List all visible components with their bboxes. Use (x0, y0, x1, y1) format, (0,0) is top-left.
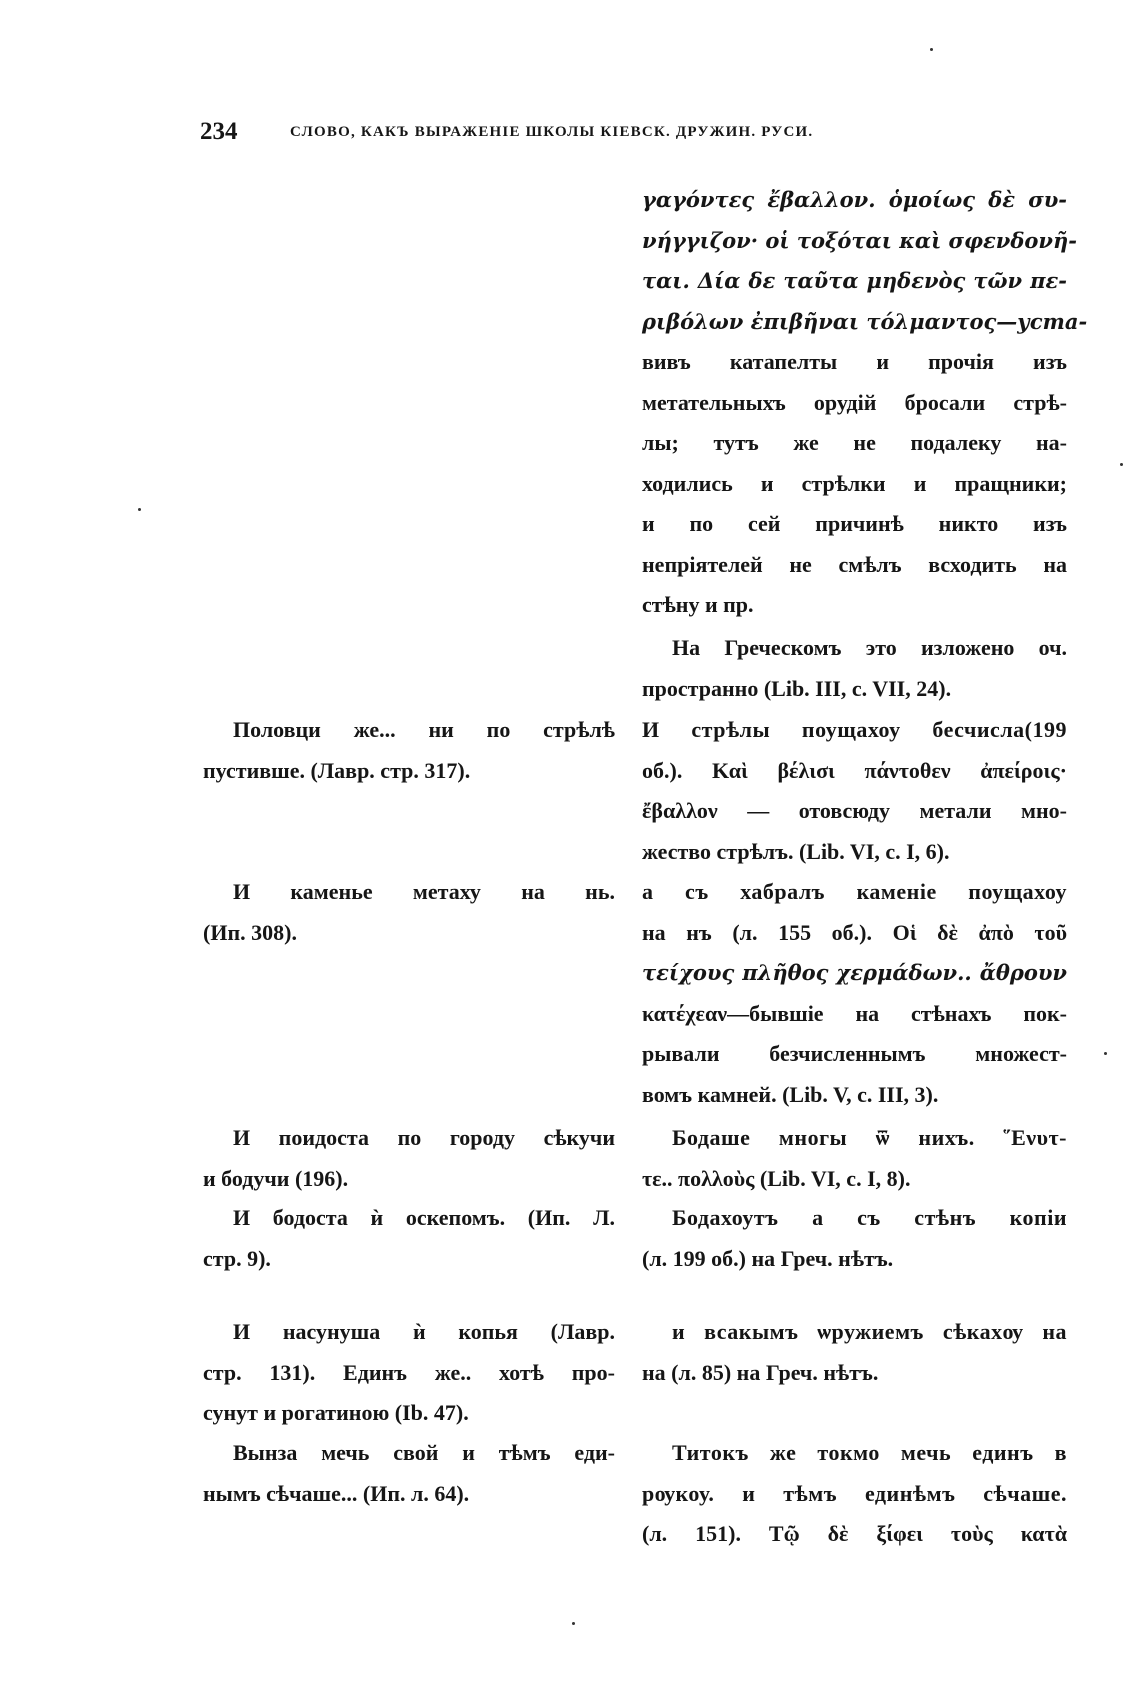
text-line: ριβόλων ἐπιβῆναι τόλμαντος—уста- (642, 308, 1088, 334)
text-line: Титокъ же токмо мечь единъ в (672, 1440, 1067, 1465)
text-line: Бодаше многы ѿ нихъ. ῞Ενυτ- (672, 1125, 1067, 1150)
text-line: τείχους πλῆθος χερμάδων.. ἄθρουν (642, 960, 1067, 985)
text-line: нымъ сѣчаше... (Ип. л. 64). (203, 1480, 470, 1506)
running-title: СЛОВО, КАКЪ ВЫРАЖЕНІЕ ШКОЛЫ КІЕВСК. ДРУЖИН. РУСИ. (290, 124, 814, 140)
text-line: γαγόντες ἔβαλλον. ὁμοίως δὲ συ- (642, 187, 1067, 212)
text-line: вивъ катапелты и прочія изъ (642, 349, 1067, 374)
text-line: на (л. 85) на Греч. нѣтъ. (642, 1359, 879, 1385)
right-paragraph-1 (642, 180, 1088, 626)
text-line: (Ип. 308). (203, 919, 297, 945)
text-line: непріятелей не смѣлъ всходить на (642, 551, 1067, 577)
right-paragraph-8 (642, 1433, 1067, 1555)
right-column (642, 0, 1088, 1701)
left-paragraph-2 (203, 872, 615, 953)
text-line: И каменье метаху на нь. (233, 879, 615, 904)
right-paragraph-5 (642, 1118, 1067, 1199)
text-line: на нъ (л. 155 об.). Οἱ δὲ ἀπὸ τοῦ (642, 919, 1067, 945)
scan-speck (1104, 1052, 1107, 1055)
text-line: (л. 151). Τῷ δὲ ξίφει τοὺς κατὰ (642, 1521, 1067, 1546)
right-paragraph-2 (642, 628, 1067, 709)
scan-speck (572, 1622, 575, 1625)
text-line: ἔβαλλον — отовсюду метали мно- (642, 798, 1067, 823)
text-line: κατέχεαν—бывшіе на стѣнахъ пок- (642, 1000, 1067, 1026)
text-line: ходились и стрѣлки и пращники; (642, 470, 1067, 496)
text-line: рывали безчисленнымъ множест- (642, 1041, 1067, 1066)
text-line: И бодоста ѝ оскепомъ. (Ип. Л. (233, 1205, 615, 1230)
text-line: и бодучи (196). (203, 1165, 349, 1191)
text-line: об.). Καὶ βέλισι πάντοθεν ἀπείροις· (642, 757, 1067, 783)
right-paragraph-4 (642, 872, 1067, 1115)
text-line: Бодахоутъ а съ стѣнъ копіи (672, 1205, 1067, 1230)
text-line: вомъ камней. (Lib. V, c. III, 3). (642, 1081, 939, 1107)
text-line: стѣну и пр. (642, 592, 754, 617)
text-line: стр. 131). Единъ же.. хотѣ про- (203, 1359, 615, 1385)
text-line: И поидоста по городу сѣкучи (233, 1125, 615, 1150)
text-line: На Греческомъ это изложено оч. (672, 635, 1067, 660)
text-line: жество стрѣлъ. (Lib. VI, c. I, 6). (642, 838, 950, 864)
text-line: стр. 9). (203, 1245, 271, 1271)
text-line: И насунуша ѝ копья (Лавр. (233, 1319, 615, 1344)
text-line: метательныхъ орудій бросали стрѣ- (642, 389, 1067, 415)
left-paragraph-6 (203, 1433, 615, 1514)
right-paragraph-6 (642, 1198, 1067, 1279)
text-line: τε.. πολλοὺς (Lib. VI, c. I, 8). (642, 1165, 911, 1191)
scan-speck (930, 48, 933, 51)
scan-speck (1120, 463, 1123, 466)
text-line: лы; тутъ же не подалеку на- (642, 430, 1067, 455)
text-line: νήγγιζον· οἱ τοξόται καὶ σφενδονῆ- (642, 227, 1077, 253)
left-paragraph-5 (203, 1312, 615, 1434)
left-column (203, 0, 615, 1701)
text-line: И стрѣлы поущахоу бесчисла(199 (642, 717, 1067, 742)
right-paragraph-7 (642, 1312, 1067, 1393)
text-line: рѹкоу. и тѣмъ единѣмъ сѣчаше. (642, 1480, 1067, 1506)
text-line: Вынза мечь свой и тѣмъ еди- (233, 1440, 615, 1465)
text-line: сунут и рогатиною (Ib. 47). (203, 1400, 469, 1425)
left-paragraph-4 (203, 1198, 615, 1279)
left-paragraph-3 (203, 1118, 615, 1199)
right-paragraph-3 (642, 710, 1067, 872)
text-line: а съ хабралъ каменіе поущахоу (642, 879, 1067, 904)
page-number: 234 (200, 118, 238, 145)
text-line: (л. 199 об.) на Греч. нѣтъ. (642, 1245, 894, 1271)
text-line: пустивше. (Лавр. стр. 317). (203, 757, 471, 783)
text-line: ται. Δία δε ταῦτα μηδενὸς τῶν πε- (642, 268, 1067, 293)
text-line: Половци же... ни по стрѣлѣ (233, 717, 615, 742)
text-line: и всакымъ ѡружиемъ сѣкахѹ на (672, 1319, 1067, 1344)
text-line: и по сей причинѣ никто изъ (642, 511, 1067, 536)
scan-speck (138, 508, 141, 511)
left-paragraph-1 (203, 710, 615, 791)
text-line: пространно (Lib. III, c. VII, 24). (642, 675, 952, 701)
